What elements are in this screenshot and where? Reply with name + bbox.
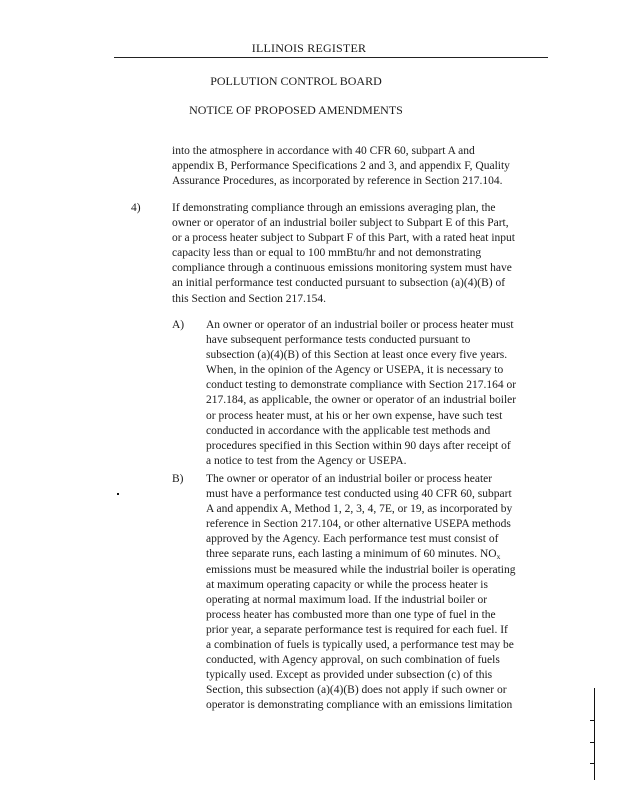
text-line: Assurance Procedures, as incorporated by reference in Section 217.104. bbox=[172, 175, 503, 188]
text-line: operator is demonstrating compliance with an emissions limitation bbox=[206, 699, 513, 712]
text-line: owner or operator of an industrial boiler subject to Subpart E of this Part, bbox=[172, 217, 509, 230]
text-line: or process heater must, at his or her own expense, have such test bbox=[206, 409, 503, 422]
scan-tick-mark bbox=[590, 720, 595, 721]
text-line: approved by the Agency. Each performance test must consist of bbox=[206, 533, 499, 546]
scan-tick-mark bbox=[590, 763, 595, 764]
agency-title: POLLUTION CONTROL BOARD bbox=[210, 74, 382, 88]
text-line: a combination of fuels is typically used, a performance test may be bbox=[206, 639, 514, 652]
text-line: procedures specified in this Section within 90 days after receipt of bbox=[206, 439, 511, 452]
text-line: compliance through a continuous emissions monitoring system must have bbox=[172, 262, 512, 275]
text-line-nox bbox=[206, 547, 515, 562]
item-b-marker: B) bbox=[172, 473, 184, 485]
notice-title: NOTICE OF PROPOSED AMENDMENTS bbox=[189, 103, 403, 117]
text-line: 217.184, as applicable, the owner or operator of an industrial boiler bbox=[206, 394, 517, 407]
scan-speck bbox=[117, 493, 119, 495]
text-line: into the atmosphere in accordance with 40 CFR 60, subpart A and bbox=[172, 145, 475, 157]
text-line: must have a performance test conducted using 40 CFR 60, subpart bbox=[206, 488, 512, 501]
text-line: emissions must be measured while the industrial boiler is operating bbox=[206, 563, 516, 576]
text-line: have subsequent performance tests conducted pursuant to bbox=[206, 334, 471, 347]
item-a-marker: A) bbox=[172, 319, 185, 331]
text-line: subsection (a)(4)(B) of this Section at least once every five years. bbox=[206, 349, 508, 362]
header-rule bbox=[114, 57, 548, 58]
text-line: an initial performance test conducted pursuant to subsection (a)(4)(B) of bbox=[172, 277, 506, 290]
text-line: or a process heater subject to Subpart F of this Part, with a rated heat input bbox=[172, 232, 515, 245]
text-line: capacity less than or equal to 100 mmBtu/hr and not demonstrating bbox=[172, 247, 482, 260]
text-line: An owner or operator of an industrial boiler or process heater must bbox=[206, 319, 514, 331]
text-line: appendix B, Performance Specifications 2 and 3, and appendix F, Quality bbox=[172, 160, 510, 173]
text-line: a notice to test from the Agency or USEPA. bbox=[206, 454, 407, 467]
nox-line-text: three separate runs, each lasting a minimum of 60 minutes. NO bbox=[206, 548, 497, 561]
text-line: prior year, a separate performance test is required for each fuel. If bbox=[206, 623, 508, 636]
text-line: conducted in accordance with the applicable test methods and bbox=[206, 424, 491, 437]
item-b-paragraph bbox=[206, 472, 515, 714]
text-line: When, in the opinion of the Agency or USEPA, it is necessary to bbox=[206, 364, 504, 377]
text-line: The owner or operator of an industrial boiler or process heater bbox=[206, 473, 493, 485]
scan-tick-mark bbox=[590, 742, 595, 743]
text-line: process heater has combusted more than one type of fuel in the bbox=[206, 608, 496, 621]
text-line: conduct testing to demonstrate compliance with Section 217.164 or bbox=[206, 379, 517, 392]
nox-subscript: x bbox=[496, 552, 501, 562]
text-line: Section, this subsection (a)(4)(B) does not apply if such owner or bbox=[206, 684, 507, 697]
item-a-paragraph bbox=[206, 318, 516, 469]
scan-margin-line bbox=[594, 688, 595, 780]
text-line: this Section and Section 217.154. bbox=[172, 292, 326, 305]
text-line: reference in Section 217.104, or other alternative USEPA methods bbox=[206, 518, 511, 531]
text-line: A and appendix A, Method 1, 2, 3, 4, 7E, or 19, as incorporated by bbox=[206, 503, 513, 516]
text-line: at maximum operating capacity or while the process heater is bbox=[206, 578, 488, 591]
text-line: conducted, with Agency approval, on such combination of fuels bbox=[206, 654, 500, 667]
item-4-marker: 4) bbox=[131, 202, 141, 214]
continuation-paragraph bbox=[172, 144, 510, 189]
text-line: operating at normal maximum load. If the industrial boiler or bbox=[206, 593, 488, 606]
register-title: ILLINOIS REGISTER bbox=[251, 41, 367, 55]
item-4-paragraph bbox=[172, 201, 515, 307]
text-line: If demonstrating compliance through an emissions averaging plan, the bbox=[172, 202, 496, 214]
text-line: typically used. Except as provided under subsection (c) of this bbox=[206, 669, 493, 682]
